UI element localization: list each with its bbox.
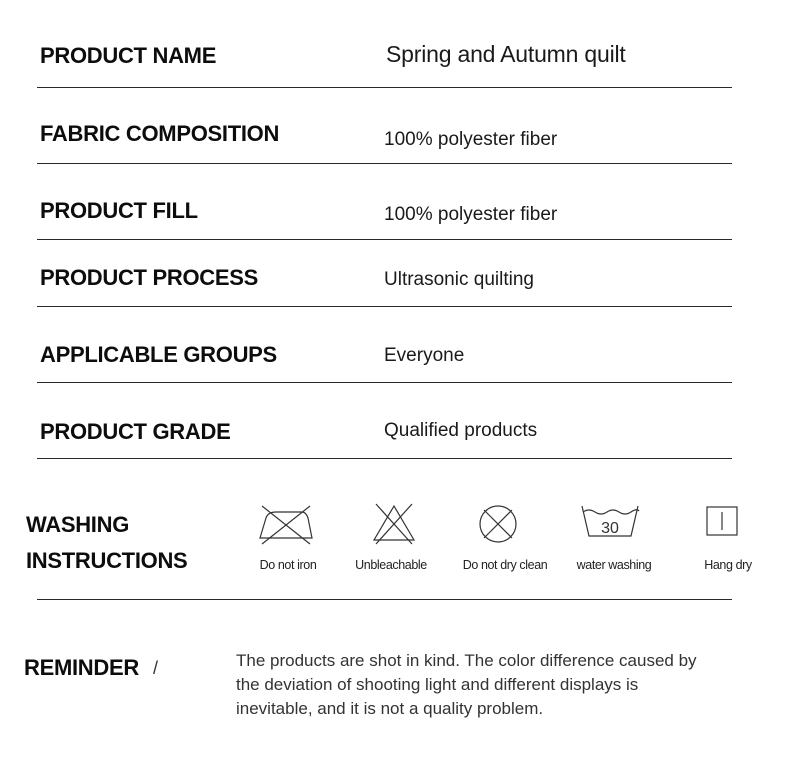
spec-value-product-process: Ultrasonic quilting <box>384 269 534 290</box>
row-divider <box>37 87 732 88</box>
reminder-title: REMINDER <box>24 655 139 680</box>
wash-label-hang-dry: Hang dry <box>704 558 752 572</box>
spec-value-product-name: Spring and Autumn quilt <box>386 41 626 67</box>
row-divider <box>37 239 732 240</box>
hang-dry-icon <box>704 500 740 548</box>
wash-label-water-washing: water washing <box>576 558 652 572</box>
no-dry-clean-icon <box>474 500 522 548</box>
wash-label-no-dry-clean: Do not dry clean <box>462 558 548 572</box>
spec-label-fabric-composition: FABRIC COMPOSITION <box>40 121 280 146</box>
no-bleach-icon <box>370 500 418 548</box>
wash-temperature-text: 30 <box>601 520 619 537</box>
spec-label-product-name: PRODUCT NAME <box>40 43 217 68</box>
spec-label-product-fill: PRODUCT FILL <box>40 198 198 223</box>
row-divider <box>37 382 732 383</box>
spec-label-applicable-groups: APPLICABLE GROUPS <box>40 342 277 367</box>
spec-value-fabric-composition: 100% polyester fiber <box>384 129 558 150</box>
wash-label-no-iron: Do not iron <box>259 558 317 572</box>
reminder-text: The products are shot in kind. The color difference caused by the deviation of shooting light and different displays is inevitable, and it is not a quality problem. <box>236 651 697 718</box>
wash-30-icon <box>579 500 641 548</box>
spec-value-applicable-groups: Everyone <box>384 345 465 366</box>
wash-label-no-bleach: Unbleachable <box>355 558 427 572</box>
spec-value-product-grade: Qualified products <box>384 420 538 441</box>
row-divider <box>37 163 732 164</box>
reminder-slash: / <box>153 658 159 678</box>
no-iron-icon <box>256 500 316 548</box>
row-divider <box>37 458 732 459</box>
washing-title-line2: INSTRUCTIONS <box>26 548 188 573</box>
section-divider <box>37 599 732 600</box>
spec-label-product-process: PRODUCT PROCESS <box>40 265 258 290</box>
washing-title-line1: WASHING <box>26 512 130 537</box>
spec-value-product-fill: 100% polyester fiber <box>384 204 558 225</box>
row-divider <box>37 306 732 307</box>
spec-label-product-grade: PRODUCT GRADE <box>40 419 231 444</box>
